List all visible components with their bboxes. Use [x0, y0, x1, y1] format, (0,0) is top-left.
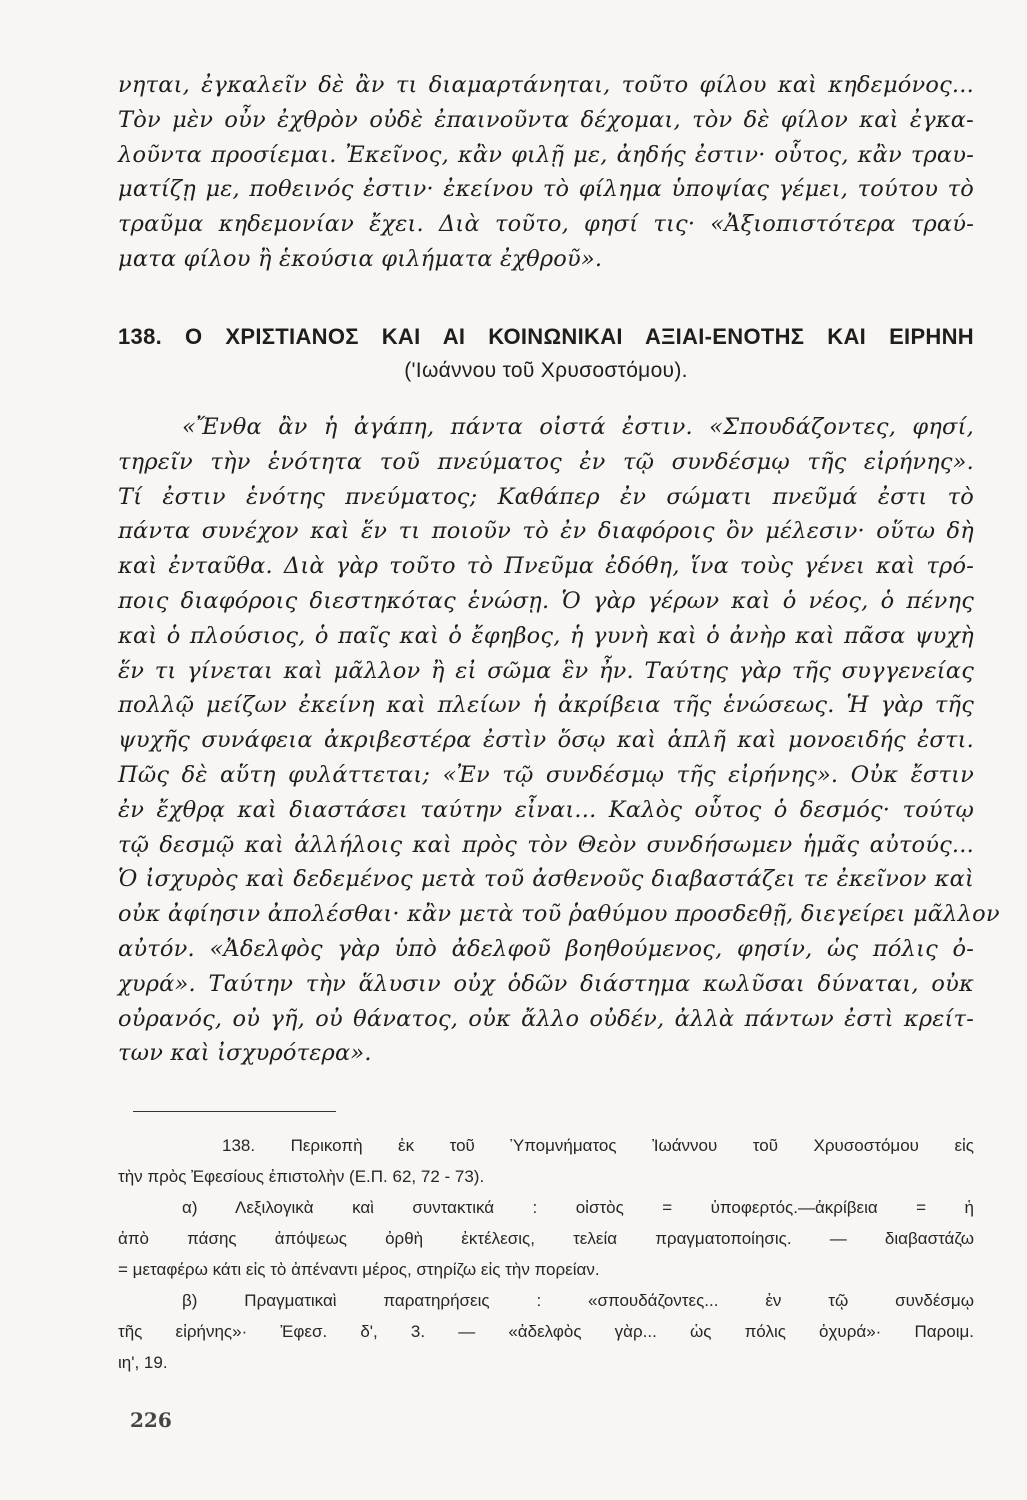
section-source: ('Ιωάννου τοῦ Χρυσοστόμου).	[404, 359, 688, 382]
text-line: πολλῷ μείζων ἐκείνη καὶ πλείων ἡ ἀκρίβεια τῆς ἑνώσεως. Ἡ γὰρ τῆς	[118, 692, 974, 719]
text-line: χυρά». Ταύτην τὴν ἅλυσιν οὐχ ὁδῶν διάστημα κωλῦσαι δύναται, οὐκ	[118, 970, 974, 997]
intro-paragraph	[118, 68, 974, 277]
page-number: 226	[130, 1408, 172, 1432]
text-line: οὐρανός, οὐ γῆ, οὐ θάνατος, οὐκ ἄλλο οὐδέν, ἀλλὰ πάντων ἐστὶ κρείτ-	[118, 1005, 974, 1032]
text-line: ποις διαφόροις διεστηκότας ἑνώσῃ. Ὁ γὰρ γέρων καὶ ὁ νέος, ὁ πένης	[118, 587, 974, 614]
text-line: ἕν τι γίνεται καὶ μᾶλλον ἢ εἰ σῶμα ἓν ἦν. Ταύτης γὰρ τῆς συγγενείας	[118, 657, 974, 684]
text-line: καὶ ὁ πλούσιος, ὁ παῖς καὶ ὁ ἔφηβος, ἡ γυνὴ καὶ ὁ ἀνὴρ καὶ πᾶσα ψυχὴ	[118, 622, 974, 649]
text-line: λοῦντα προσίεμαι. Ἐκεῖνος, κἂν φιλῇ με, ἀηδής ἐστιν· οὗτος, κἂν τραυ-	[118, 141, 974, 168]
footnote-line: 138. Περικοπὴ ἐκ τοῦ Ὑπομνήματος Ἰωάννου τοῦ Χρυσοστόμου εἰς	[222, 1136, 974, 1155]
footnote-line: ἀπὸ πάσης ἀπόψεως ὀρθὴ ἐκτέλεσις, τελεία πραγματοποίησις. — διαβαστάζω	[118, 1229, 974, 1248]
text-line: αὐτόν. «Ἀδελφὸς γὰρ ὑπὸ ἀδελφοῦ βοηθούμενος, φησίν, ὡς πόλις ὀ-	[118, 935, 974, 962]
footnote-divider	[133, 1111, 336, 1112]
footnote-line: ιη', 19.	[118, 1353, 168, 1372]
text-line: ματα φίλου ἢ ἑκούσια φιλήματα ἐχθροῦ».	[118, 245, 603, 272]
text-line: «Ἔνθα ἂν ἡ ἀγάπη, πάντα οἰστά ἐστιν. «Σπουδάζοντες, φησί,	[182, 414, 974, 440]
text-line: τῷ δεσμῷ καὶ ἀλλήλοις καὶ πρὸς τὸν Θεὸν συνδήσωμεν ἡμᾶς αὐτούς...	[118, 831, 974, 858]
text-line: ἐν ἔχθρᾳ καὶ διαστάσει ταύτην εἶναι... Καλὸς οὗτος ὁ δεσμός· τούτῳ	[118, 796, 974, 823]
text-line: οὐκ ἀφίησιν ἀπολέσθαι· κἂν μετὰ τοῦ ῥαθύμου προσδεθῇ, διεγείρει μᾶλλον	[118, 901, 1000, 928]
footnote-line: τὴν πρὸς Ἐφεσίους ἐπιστολὴν (Ε.Π. 62, 72 - 73).	[118, 1167, 485, 1186]
section-title: 138. Ο ΧΡΙΣΤΙΑΝΟΣ ΚΑΙ ΑΙ ΚΟΙΝΩΝΙΚΑΙ ΑΞΙΑΙ-ΕΝΟΤΗΣ ΚΑΙ ΕΙΡΗΝΗ	[118, 324, 974, 349]
text-line: τραῦμα κηδεμονίαν ἔχει. Διὰ τοῦτο, φησί τις· «Ἀξιοπιστότερα τραύ-	[118, 211, 974, 238]
text-line: Πῶς δὲ αὕτη φυλάττεται; «Ἐν τῷ συνδέσμῳ τῆς εἰρήνης». Οὐκ ἔστιν	[118, 761, 974, 788]
text-line: πάντα συνέχον καὶ ἕν τι ποιοῦν τὸ ἐν διαφόροις ὂν μέλεσιν· οὕτω δὴ	[118, 518, 974, 545]
footnotes	[118, 1130, 974, 1378]
footnote-line: = μεταφέρω κάτι εἰς τὸ ἀπέναντι μέρος, στηρίζω εἰς τὴν πορείαν.	[118, 1260, 600, 1279]
text-line: Ὁ ἰσχυρὸς καὶ δεδεμένος μετὰ τοῦ ἀσθενοῦς διαβαστάζει τε ἐκεῖνον καὶ	[118, 866, 974, 893]
text-line: ψυχῆς συνάφεια ἀκριβεστέρα ἐστὶν ὅσῳ καὶ ἁπλῆ καὶ μονοειδής ἐστι.	[118, 727, 974, 754]
main-paragraph	[118, 410, 1000, 1071]
text-line: καὶ ἐνταῦθα. Διὰ γὰρ τοῦτο τὸ Πνεῦμα ἐδόθη, ἵνα τοὺς γένει καὶ τρό-	[118, 553, 974, 580]
footnote-line: τῆς εἰρήνης»· Ἐφεσ. δ', 3. — «ἀδελφὸς γὰρ... ὡς πόλις ὀχυρά»· Παροιμ.	[118, 1322, 974, 1341]
footnote-line: α) Λεξιλογικὰ καὶ συντακτικά : οἰστὸς = ὑποφερτός.—ἀκρίβεια = ἡ	[182, 1198, 974, 1217]
text-line: Τί ἐστιν ἑνότης πνεύματος; Καθάπερ ἐν σώματι πνεῦμά ἐστι τὸ	[118, 483, 974, 510]
text-line: Τὸν μὲν οὖν ἐχθρὸν οὐδὲ ἐπαινοῦντα δέχομαι, τὸν δὲ φίλον καὶ ἐγκα-	[118, 106, 974, 133]
text-line: των καὶ ἰσχυρότερα».	[118, 1040, 372, 1067]
text-line: τηρεῖν τὴν ἑνότητα τοῦ πνεύματος ἐν τῷ συνδέσμῳ τῆς εἰρήνης».	[118, 448, 974, 475]
text-line: ματίζῃ με, ποθεινός ἐστιν· ἐκείνου τὸ φίλημα ὑποψίας γέμει, τούτου τὸ	[118, 176, 974, 203]
footnote-line: β) Πραγματικαὶ παρατηρήσεις : «σπουδάζοντες... ἐν τῷ συνδέσμῳ	[182, 1291, 974, 1310]
text-line: νηται, ἐγκαλεῖν δὲ ἂν τι διαμαρτάνηται, τοῦτο φίλου καὶ κηδεμόνος...	[118, 72, 974, 98]
